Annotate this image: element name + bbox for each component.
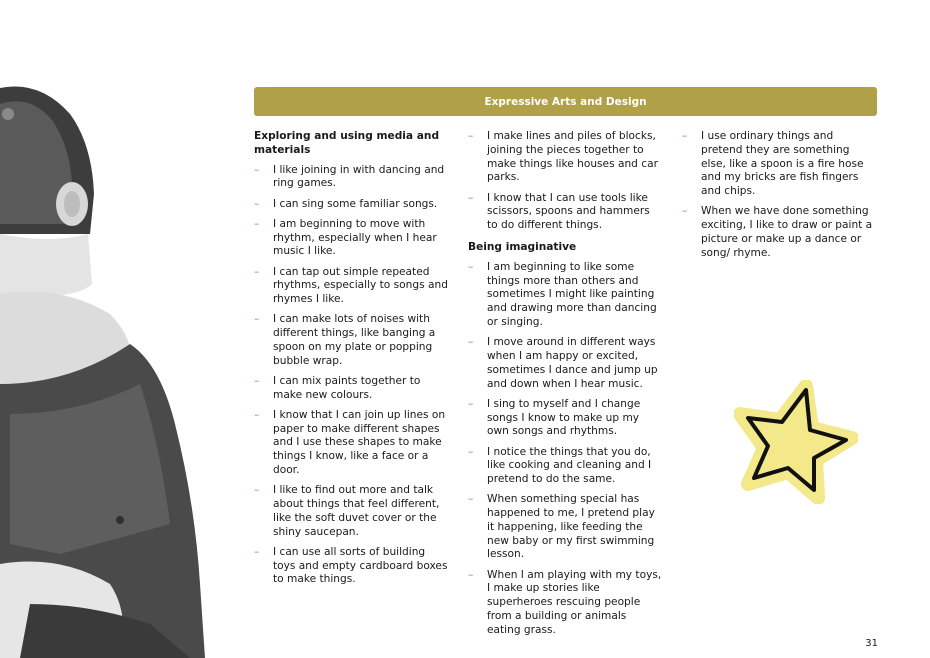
dash-bullet-icon: – (468, 493, 474, 506)
list-item: – I know that I can use tools like scissors, spoons and hammers to do different things. (468, 191, 650, 232)
list-item: – I can make lots of noises with different things, like banging a spoon on my plate or popping bubble wrap. (254, 313, 436, 367)
dash-bullet-icon: – (254, 163, 260, 176)
list-item: – When we have done something exciting, I like to draw or paint a picture or make up a dance or song/ rhyme. (682, 205, 873, 259)
bullet-list (682, 130, 877, 261)
child-photo (0, 84, 210, 658)
list-item: – I like joining in with dancing and ring games. (254, 163, 445, 190)
list-item: – I am beginning to move with rhythm, especially when I hear music I like. (254, 217, 437, 258)
dash-bullet-icon: – (254, 545, 260, 558)
list-item: – I sing to myself and I change songs I know to make up my own songs and rhythms. (468, 397, 641, 438)
list-item: – I use ordinary things and pretend they are something else, like a spoon is a fire hose and my bricks are fish fingers and chips. (682, 130, 864, 198)
bullet-list (468, 130, 663, 233)
dash-bullet-icon: – (682, 205, 688, 218)
list-item: – I can tap out simple repeated rhythms, especially to songs and rhymes I like. (254, 265, 448, 306)
list-item: – When something special has happened to me, I pretend play it happening, like feeding the new baby or my first swimming lesson. (468, 493, 655, 561)
dash-bullet-icon: – (468, 397, 474, 410)
dash-bullet-icon: – (254, 408, 260, 421)
bullet-list (468, 261, 663, 638)
dash-bullet-icon: – (254, 265, 260, 278)
column-2 (468, 130, 663, 646)
banner-title: Expressive Arts and Design (484, 95, 647, 108)
dash-bullet-icon: – (468, 130, 474, 142)
dash-bullet-icon: – (468, 191, 474, 204)
dash-bullet-icon: – (254, 197, 260, 210)
section-banner (254, 87, 877, 116)
bullet-list (254, 164, 449, 588)
dash-bullet-icon: – (682, 130, 688, 142)
dash-bullet-icon: – (254, 217, 260, 230)
star-icon (734, 380, 858, 504)
list-item: – I make lines and piles of blocks, joining the pieces together to make things like houses and car parks. (468, 130, 658, 184)
dash-bullet-icon: – (468, 336, 474, 349)
list-item: – I notice the things that you do, like cooking and cleaning and I pretend to do the same. (468, 445, 652, 486)
dash-bullet-icon: – (254, 374, 260, 387)
dash-bullet-icon: – (468, 445, 474, 458)
dash-bullet-icon: – (468, 260, 474, 273)
section-heading: Being imaginative (468, 240, 577, 253)
list-item: – I move around in different ways when I am happy or excited, sometimes I dance and jump up and down when I hear music. (468, 336, 658, 390)
list-item: – I can use all sorts of building toys and empty cardboard boxes to make things. (254, 545, 448, 586)
column-3 (682, 130, 877, 269)
list-item: – When I am playing with my toys, I make up stories like superheroes rescuing people from a building or animals eating grass. (468, 568, 662, 636)
dash-bullet-icon: – (468, 568, 474, 581)
dash-bullet-icon: – (254, 484, 260, 497)
column-1 (254, 130, 449, 595)
list-item: – I can sing some familiar songs. (254, 197, 438, 210)
list-item: – I know that I can join up lines on paper to make different shapes and I use these shapes to make things I know, like a face or a door. (254, 408, 446, 477)
page-number: 31 (865, 638, 878, 649)
dash-bullet-icon: – (254, 313, 260, 326)
list-item: – I like to find out more and talk about things that feel different, like the soft duvet cover or the shiny saucepan. (254, 484, 440, 538)
list-item: – I can mix paints together to make new colours. (254, 374, 421, 401)
section-heading: Exploring and using media and materials (254, 130, 440, 156)
list-item: – I am beginning to like some things more than others and sometimes I might like painting and drawing more than dancing or singing. (468, 260, 657, 328)
